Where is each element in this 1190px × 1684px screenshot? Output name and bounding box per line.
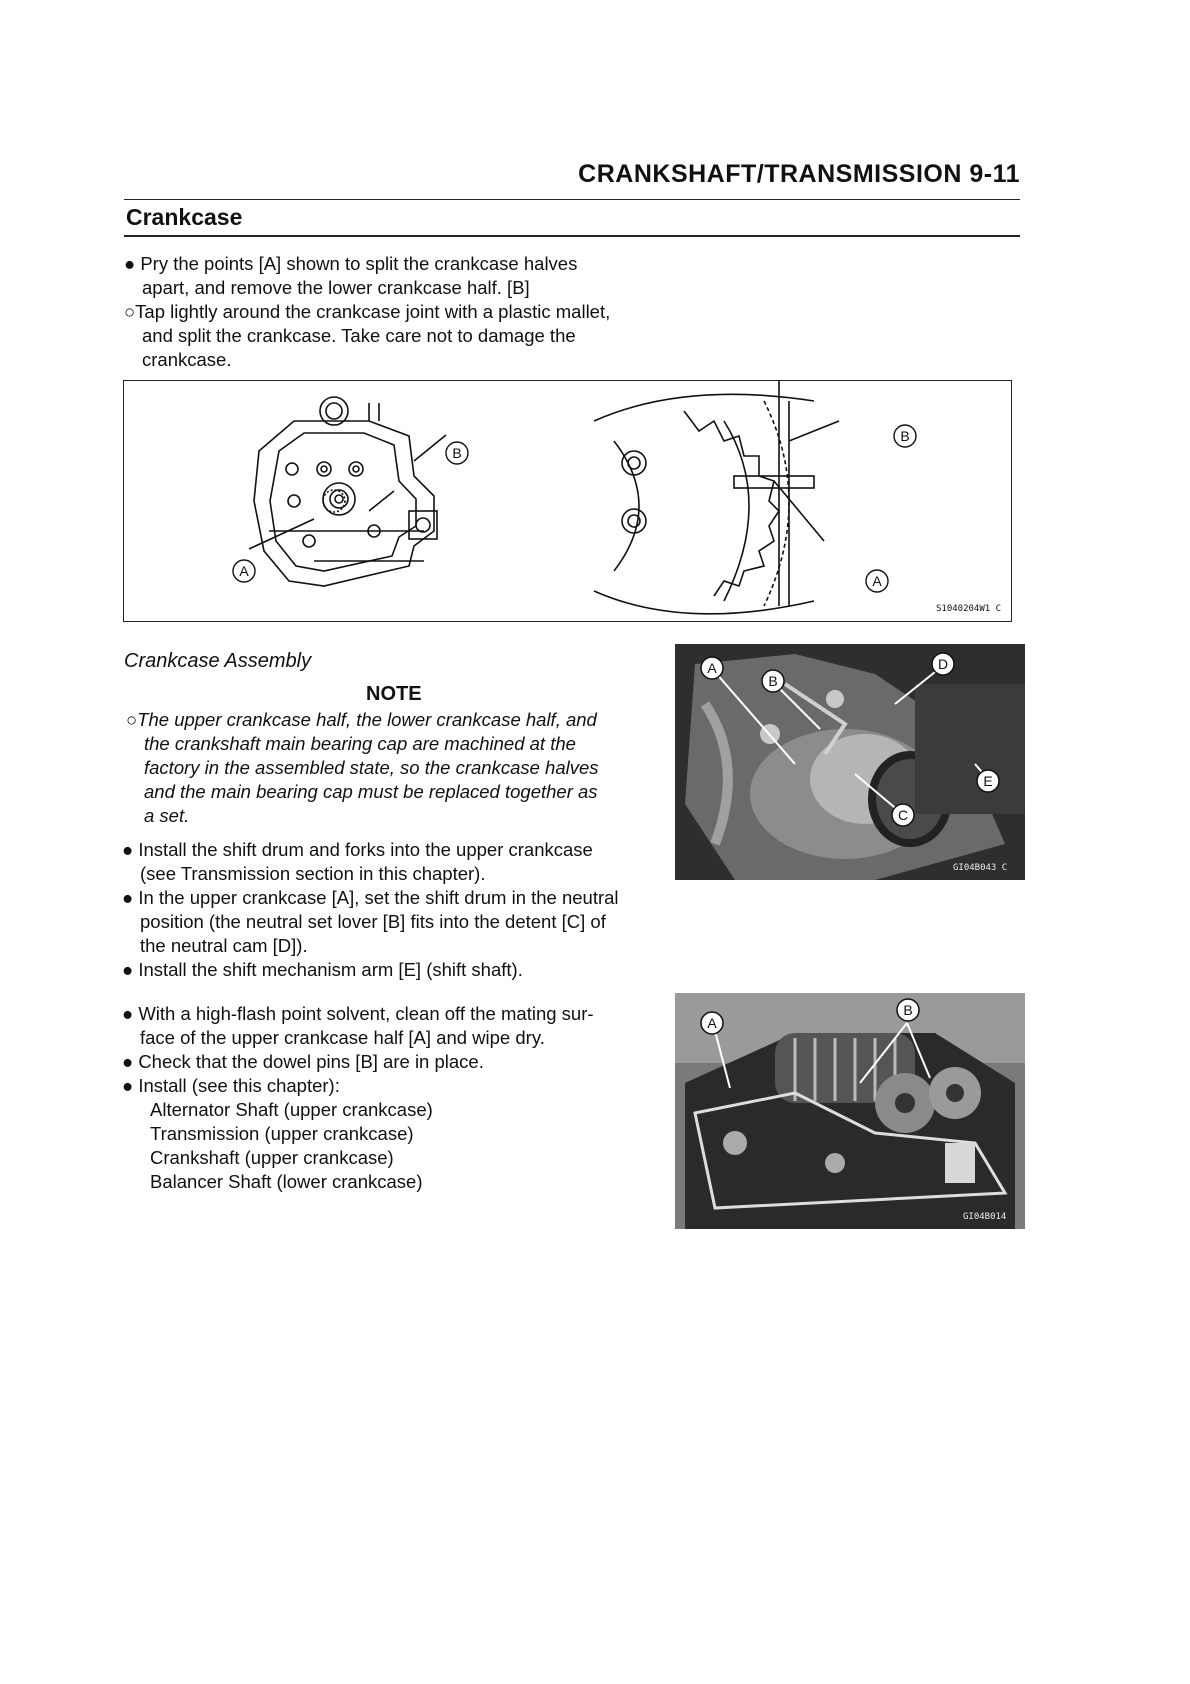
upper-crankcase-photo: [675, 644, 1025, 880]
install-item: Crankshaft (upper crankcase): [150, 1147, 394, 1168]
text-line: (see Transmission section in this chapter).: [140, 863, 486, 884]
figure-code: S1040204W1 C: [936, 604, 1002, 614]
text-line: and split the crankcase. Take care not to damage the: [142, 325, 576, 346]
callout-a-right: A: [872, 573, 882, 589]
note-heading: NOTE: [366, 683, 422, 705]
text-line: ● Install (see this chapter):: [122, 1075, 340, 1096]
install-item: Transmission (upper crankcase): [150, 1123, 414, 1144]
callout-d: D: [937, 656, 949, 672]
text-line: ● Check that the dowel pins [B] are in place.: [122, 1051, 484, 1072]
assembly-steps: [122, 838, 667, 982]
text-line: ● Install the shift drum and forks into the upper crankcase: [122, 839, 593, 860]
text-line: ○Tap lightly around the crankcase joint with a plastic mallet,: [124, 301, 611, 322]
text-line: crankcase.: [142, 349, 232, 370]
callout-b-right: B: [900, 428, 910, 444]
text-line: ● In the upper crankcase [A], set the shift drum in the neutral: [122, 887, 619, 908]
callout-c: C: [897, 807, 909, 823]
text-line: apart, and remove the lower crankcase half. [B]: [142, 277, 530, 298]
install-item: Alternator Shaft (upper crankcase): [150, 1099, 433, 1120]
assembly-caption: Crankcase Assembly: [124, 650, 312, 672]
split-crankcase-instructions: [124, 252, 664, 372]
note-line: factory in the assembled state, so the crankcase halves: [144, 757, 599, 778]
note-line: a set.: [144, 805, 190, 826]
photo-code: GI04B043 C: [953, 863, 1008, 873]
callout-a-left: A: [239, 563, 249, 579]
install-item: Balancer Shaft (lower crankcase): [150, 1171, 423, 1192]
note-body: [126, 708, 666, 828]
page-header-title: CRANKSHAFT/TRANSMISSION 9-11: [578, 160, 1020, 188]
callout-b-left: B: [452, 445, 462, 461]
mating-surface-steps: [122, 1002, 667, 1194]
callout-a: A: [707, 1015, 717, 1031]
callout-b: B: [768, 673, 778, 689]
note-line: ○The upper crankcase half, the lower crankcase half, and: [126, 709, 597, 730]
text-line: ● Pry the points [A] shown to split the crankcase halves: [124, 253, 578, 274]
crankcase-line-drawing: [124, 381, 1011, 621]
text-line: position (the neutral set lover [B] fits into the detent [C] of: [140, 911, 606, 932]
header-rule: [124, 199, 1020, 200]
note-line: the crankshaft main bearing cap are machined at the: [144, 733, 576, 754]
section-title: Crankcase: [126, 204, 243, 230]
photo-code: GI04B014: [963, 1212, 1007, 1222]
text-line: ● Install the shift mechanism arm [E] (shift shaft).: [122, 959, 523, 980]
callout-b: B: [903, 1002, 913, 1018]
section-rule: [124, 235, 1020, 237]
crankcase-split-figure: [123, 380, 1012, 622]
text-line: ● With a high-flash point solvent, clean off the mating sur-: [122, 1003, 594, 1024]
callout-a: A: [707, 660, 717, 676]
text-line: face of the upper crankcase half [A] and wipe dry.: [140, 1027, 545, 1048]
text-line: the neutral cam [D]).: [140, 935, 308, 956]
note-line: and the main bearing cap must be replaced together as: [144, 781, 598, 802]
photo-shapes: [675, 993, 1025, 1229]
callout-e: E: [983, 773, 993, 789]
dowel-pins-photo: [675, 993, 1025, 1229]
photo-shapes: [675, 644, 1025, 880]
